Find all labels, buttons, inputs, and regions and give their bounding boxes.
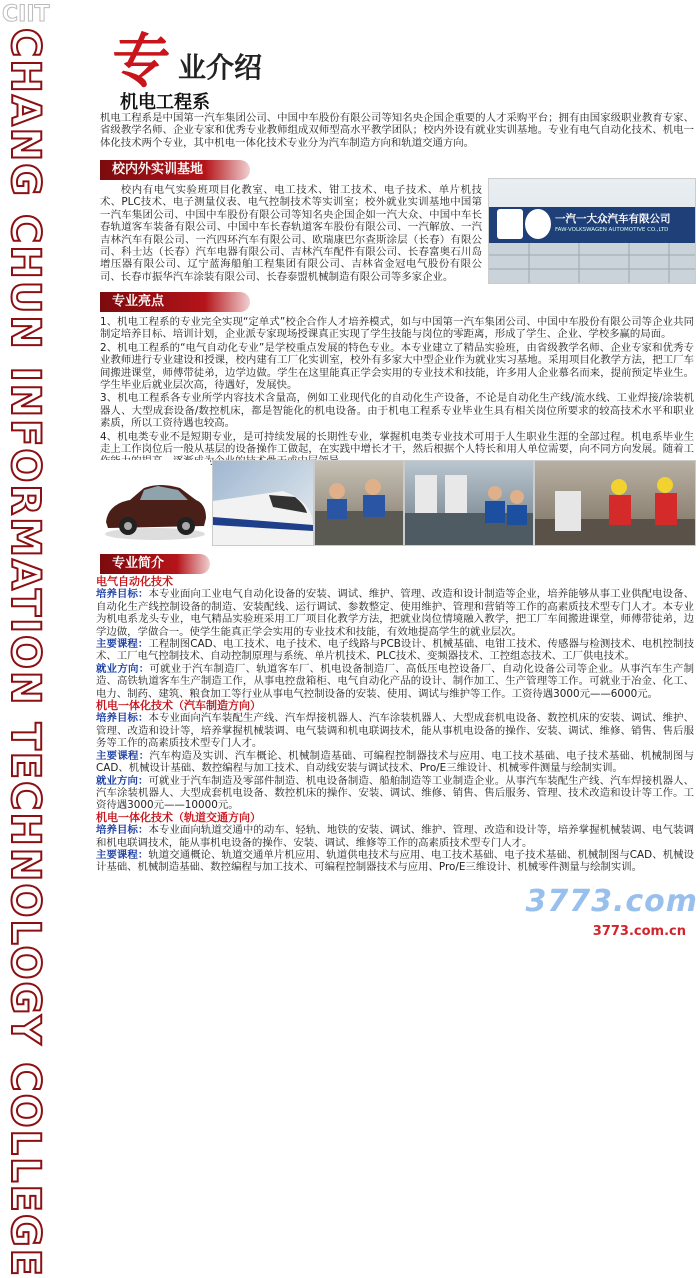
lab-photo-2 xyxy=(404,460,534,546)
section-banner-highlights xyxy=(100,292,250,312)
section-heading: 专业亮点 xyxy=(112,294,165,309)
page-title-first-char: 专 xyxy=(105,27,176,95)
intro-paragraph: 机电工程系是中国第一汽车集团公司、中国中车股份有限公司等知名央企国企重要的人才采购平台；拥有由国家级职业教育专家、省级教学名师、企业专家和优秀专业教师组成双师型高水平教学团队；校内外设有就业实训基地。专业有电气自动化技术、机电一体化技术两个专业，其中机电一体化技术专业分为汽车制造方向和轨道交通方向。 xyxy=(100,112,694,149)
list-item: 2、机电工程系的“电气自动化专业”是学校重点发展的特色专业。本专业建立了精品实验班，由省级教学名师、企业专家和优秀专业教师进行专业建设和授课，校内建有工厂化实训室，校外有多家大中型企业作为就业实习基地。采用项目化教学方法，把工厂车间搬进课堂，师傅带徒弟，边学边做。学生在这里能真正学会实用的专业技术和技能，许多用人企业慕名而来，提前预定毕业生。学生毕业后就业层次高，待遇好，发展快。 xyxy=(100,341,694,392)
watermark-logo: 3773.com xyxy=(525,884,698,919)
watermark-url: 3773.com.cn xyxy=(592,924,686,939)
college-name-vertical: CHANG CHUN INFORMATION TECHNOLOGY COLLEGE xyxy=(2,28,48,1278)
major-jobs xyxy=(96,663,694,700)
training-room-icon xyxy=(405,461,533,545)
field-text: 可就业于汽车制造及零部件制造、机电设备制造、船舶制造等工业制造企业。从事汽车装配生产线、汽车焊接机器人、汽车涂装机器人、大型成套机电设备、数控机床的操作、安装、调试、维修、销售、售后服务、管理、技术改造和设计等工作。工资待遇3000元——10000元。 xyxy=(96,774,694,812)
major-courses xyxy=(96,849,694,874)
train-photo xyxy=(212,460,314,546)
section-banner-bases xyxy=(100,160,250,180)
major-courses xyxy=(96,750,694,775)
section-banner-majors xyxy=(100,554,210,574)
field-label: 培养目标： xyxy=(96,588,149,601)
car-icon xyxy=(100,460,210,544)
vw-logo-icon xyxy=(525,209,551,239)
major-goal xyxy=(96,588,694,638)
field-text: 本专业面向汽车装配生产线、汽车焊接机器人、汽车涂装机器人、大型成套机电设备、数控机床的安装、调试、维护、管理、改造和设计等，培养掌握机械装调、电气装调和机电联调技术，能从事机电设备的操作、安装、调试、维修、销售、售后服务等工作的高素质技术型专门人才。 xyxy=(96,712,694,750)
field-label: 培养目标： xyxy=(96,824,149,837)
train-icon xyxy=(213,461,313,545)
field-label: 就业方向： xyxy=(96,662,150,675)
major-title-auto: 机电一体化技术（汽车制造方向） xyxy=(96,699,261,713)
bases-paragraph: 校内有电气实验班项目化教室、电工技术、钳工技术、电子技术、单片机技术、PLC技术、电子测量仪表、电气控制技术等实训室；校外就业实训基地中国第一汽车集团公司、中国中车股份有限公司等知名央企国企如一汽大众、中国中车长春轨道客车装备有限公司、中国中车长春轨道客车股份有限公司、一汽解放、一汽吉林汽车有限公司、一汽四环汽车有限公司、欧瑞康巴尔查斯涂层（长春）有限公司、科士达（长春）汽车电器有限公司、吉林汽车配件有限公司、长春富奥石川岛增压器有限公司、辽宁蓝海船舶工程集团有限公司、吉林省金冠电气股份有限公司、长春市振华汽车涂装有限公司、长春泰盟机械制造有限公司等多家企业。 xyxy=(100,184,482,283)
list-item: 3、机电工程系各专业所学内容技术含量高，例如工业现代化的自动化生产设备，不论是自动化生产线/流水线、工业焊接/涂装机器人、大型成套设备/数控机床，都是智能化的机电设备。由于机电工程系专业毕业生具有相关岗位所要求的较高技术水平和职业素质，所以工资待遇也较高。 xyxy=(100,392,694,430)
workers-icon xyxy=(315,461,403,545)
field-text: 工程制图CAD、电工技术、电子技术、电子线路与PCB设计、机械基础、电钳工技术、传感器与检测技术、电机控制技术、工厂电气控制技术、自动控制原理与系统、单片机技术、PLC技术、变频器技术、工控组态技术、工厂供电技术。 xyxy=(96,638,695,663)
major-goal xyxy=(96,712,694,749)
robot-workers-icon xyxy=(535,461,695,545)
list-item: 4、机电类专业不是短期专业，是可持续发展的长期性专业，掌握机电类专业技术可用于人生职业生涯的全部过程。机电系毕业生走上工作岗位后一般从基层的设备操作工做起，在实践中增长才干，然后根据个人特长和用人单位需要，向不同方向发展。随着工 xyxy=(100,430,694,456)
field-text: 轨道交通概论、轨道交通单片机应用、轨道供电技术与应用、电工技术基础、电子技术基础、机械制图与CAD、机械设计基础、机械制造基础、数控编程与加工技术、可编程控制器技术与应用、Pro/E三维设计、机械零件测量与绘制实训。 xyxy=(96,848,695,874)
car-photo xyxy=(100,460,210,544)
major-courses xyxy=(96,638,694,663)
lab-photo-3 xyxy=(534,460,696,546)
field-label: 主要课程： xyxy=(96,638,149,651)
section-heading: 校内外实训基地 xyxy=(112,162,204,177)
page-title: 业介绍 xyxy=(178,51,263,84)
list-item: 1、机电工程系的专业完全实现“定单式”校企合作人才培养模式，如与中国第一汽车集团公司、中国中车股份有限公司等企业共同制定培养目标、培训计划，企业派专家现场授课真正实现了学生技能与岗位的零距离，形成了学生、企业、学校多赢的局面。 xyxy=(100,316,694,341)
field-label: 培养目标： xyxy=(96,712,149,725)
major-title-rail: 机电一体化技术（轨道交通方向） xyxy=(96,810,261,824)
corner-logo: CIIT xyxy=(2,2,50,27)
field-text: 可就业于汽车制造厂、轨道客车厂、机电设备制造厂、高低压电控设备厂、自动化设备公司等企业。从事汽车生产制造、高铁轨道客车生产制造工作，从事电控盘箱柜、电气自动化产品的设计、制作加工、生产管理等工作。可就业于冶金、化工、电力、制药、建筑、粮食加工等行业从事电气控制设备的安装、使用、调试与维护等工作。工资待遇3000元——6000元。 xyxy=(96,662,694,700)
field-text: 汽车构造及实训、汽车概论、机械制造基础、可编程控制器技术与应用、电工技术基础、电子技术基础、机械制图与CAD、机械设计基础、数控编程与加工技术、自动线安装与调试技术、Pro/E三维设计、机械零件测量与绘制实训。 xyxy=(96,749,694,775)
section-heading: 专业简介 xyxy=(112,556,165,571)
field-label: 主要课程： xyxy=(96,749,150,762)
majors-content xyxy=(96,576,694,874)
building-windows-icon xyxy=(489,243,695,283)
factory-photo xyxy=(488,178,696,284)
building-sign-text: 一汽一大众汽车有限公司 xyxy=(555,213,671,225)
highlights-list xyxy=(100,316,694,468)
side-band xyxy=(0,0,88,1278)
field-label: 主要课程： xyxy=(96,848,149,861)
building-sign-en: FAW-VOLKSWAGEN AUTOMOTIVE CO.,LTD xyxy=(555,227,669,233)
field-label: 就业方向： xyxy=(96,774,149,787)
major-goal xyxy=(96,824,694,849)
faw-logo-icon xyxy=(497,209,523,239)
major-title-electrical: 电气自动化技术 xyxy=(96,575,173,588)
program-title: 机电工程系 xyxy=(120,92,210,113)
field-text: 本专业面向轨道交通中的动车、轻轨、地铁的安装、调试、维护、管理、改造和设计等，培养掌握机械装调、电气装调和机电联调技术，能从事机电设备的操作、安装、调试、维修等工作的高素质技术型专门人才。 xyxy=(96,824,694,849)
lab-photo-1 xyxy=(314,460,404,546)
field-text: 本专业面向工业电气自动化设备的安装、调试、维护、管理、改造和设计制造等企业，培养能够从事工业供配电设备、自动化生产线控制设备的制造、安装配线、运行调试、参数整定、使用维护、管理和营销等工作的高素质技术型专门人才。本专业为机电系龙头专业，电气精品实验班采用工厂项目化教学方法，把就业岗位情境融入教学，把工厂车间搬进课堂，师傅带徒弟，边学边做，学做合一。使学生能真正学会实用的专业技术和技能，有效地提高学生的就业层次。 xyxy=(96,588,694,638)
major-jobs xyxy=(96,775,694,812)
